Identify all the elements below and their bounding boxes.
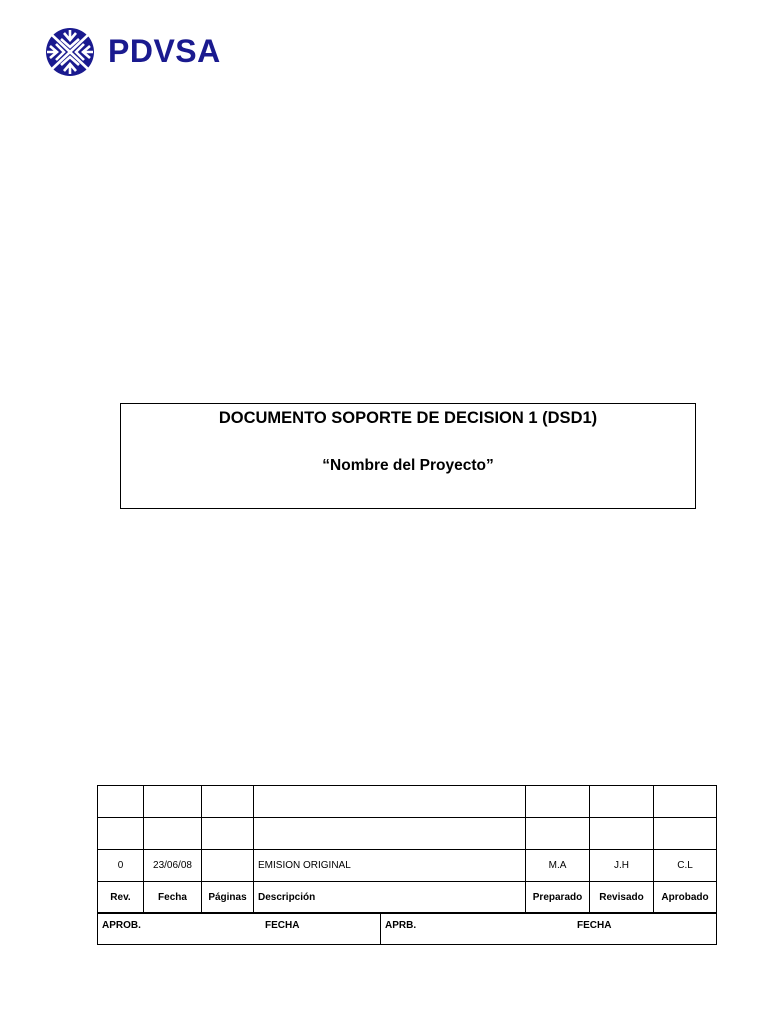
descripcion-cell — [254, 786, 526, 818]
approval-left-cell — [98, 913, 381, 945]
rev-cell: 0 — [98, 850, 144, 882]
document-title: DOCUMENTO SOPORTE DE DECISION 1 (DSD1) — [218, 409, 598, 427]
pdvsa-logo-icon — [44, 27, 96, 77]
fecha-cell — [144, 818, 202, 850]
approval-right-cell — [381, 913, 717, 945]
logo-text: PDVSA — [108, 33, 221, 69]
aprobado-cell: C.L — [654, 850, 717, 882]
paginas-cell — [202, 850, 254, 882]
table-row — [98, 850, 717, 882]
revisado-cell — [590, 818, 654, 850]
rev-cell — [98, 818, 144, 850]
paginas-cell — [202, 818, 254, 850]
approval-row — [98, 913, 717, 945]
fecha-cell: 23/06/08 — [144, 850, 202, 882]
approval-table — [97, 912, 717, 945]
header-descripcion: Descripción — [254, 882, 526, 914]
aprb-fecha-label: FECHA — [577, 920, 612, 931]
paginas-cell — [202, 786, 254, 818]
revision-table — [97, 785, 717, 914]
title-box — [120, 403, 696, 509]
header-fecha: Fecha — [144, 882, 202, 914]
header-paginas: Páginas — [202, 882, 254, 914]
header-revisado: Revisado — [590, 882, 654, 914]
preparado-cell — [526, 818, 590, 850]
aprb-label: APRB. — [385, 920, 417, 931]
preparado-cell: M.A — [526, 850, 590, 882]
aprobado-cell — [654, 786, 717, 818]
revisado-cell: J.H — [590, 850, 654, 882]
header-rev: Rev. — [98, 882, 144, 914]
table-row — [98, 786, 717, 818]
aprob-label: APROB. — [102, 920, 141, 931]
document-subtitle: “Nombre del Proyecto” — [322, 457, 494, 474]
pdvsa-logo — [44, 27, 244, 79]
descripcion-cell — [254, 818, 526, 850]
header-aprobado: Aprobado — [654, 882, 717, 914]
table-row — [98, 818, 717, 850]
aprob-fecha-label: FECHA — [265, 920, 300, 931]
revisado-cell — [590, 786, 654, 818]
table-header-row — [98, 882, 717, 914]
preparado-cell — [526, 786, 590, 818]
aprobado-cell — [654, 818, 717, 850]
header-preparado: Preparado — [526, 882, 590, 914]
descripcion-cell: EMISION ORIGINAL — [254, 850, 526, 882]
rev-cell — [98, 786, 144, 818]
fecha-cell — [144, 786, 202, 818]
